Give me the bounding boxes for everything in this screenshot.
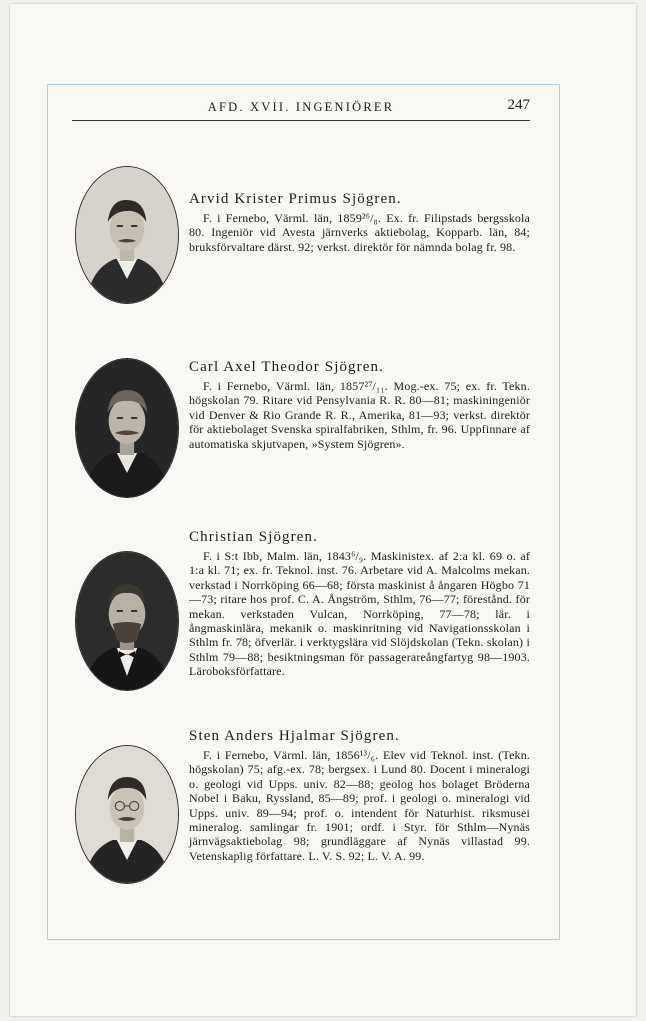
person-name: Arvid Krister Primus Sjögren. xyxy=(189,191,402,207)
person-name: Carl Axel Theodor Sjögren. xyxy=(189,359,384,375)
biography-text-block xyxy=(189,528,530,679)
running-header xyxy=(72,98,530,121)
biography-text: F. i Fernebo, Värml. län, 1857²⁷/₁₁. Mog.-ex. 75; ex. fr. Tekn. högskolan 79. Ritare vid Pensylvania R. R. 80—81; maskiningeniör vid Denver & Rio Grande R. R., Amerika, 81—93; verkst. direktör för aktiebolaget Svenska spiralfabriken, Sthlm, fr. 96. Uppfinnare af automatiska skjutvapen, »System Sjögren». xyxy=(189,379,530,451)
portrait-christian xyxy=(75,551,179,691)
page-number: 247 xyxy=(507,97,530,113)
biography-text: F. i Fernebo, Värml. län, 1859²⁶/₈. Ex. fr. Filipstads bergsskola 80. Ingeniör vid Avesta järnverks aktiebolag, Kopparb. län, 84; bruksförvaltare därst. 92; verkst. direktör för nämnda bolag fr. 98. xyxy=(189,211,530,254)
biography-text-block xyxy=(189,727,530,863)
biography-text-block xyxy=(189,190,530,254)
section-title: AFD. XVII. INGENIÖRER xyxy=(207,100,395,114)
biography-text: F. i Fernebo, Värml. län, 1856¹³/₆. Elev vid Teknol. inst. (Tekn. högskolan) 75; afg.-ex. 78; bergsex. i Lund 80. Docent i mineralogi o. geologi vid Upps. univ. 82—88; geolog hos bolaget Bröderna Nobel i Baku, Ryssland, 85—89; prof. i geologi o. mineralogi vid Upps. univ. 89—94; prof. o. intendent för Naturhist. riksmusei mineralog. samlingar fr. 1901; ordf. i Styr. för Sthlm—Nynäs järnvägsaktiebolag 98; grundläggare af Nynäs villastad 99. Vetenskaplig författare. L. V. S. 92; L. V. A. 99. xyxy=(189,748,530,863)
person-name: Christian Sjögren. xyxy=(189,529,318,545)
portrait-carl xyxy=(75,358,179,498)
portrait-sten xyxy=(75,745,179,884)
biography-text-block xyxy=(189,358,530,451)
biography-text: F. i S:t Ibb, Malm. län, 1843⁶/₉. Maskinistex. af 2:a kl. 69 o. af 1:a kl. 71; ex. fr. Teknol. inst. 76. Arbetare vid A. Malcolms mekan. verkstad i Norrköping 66—68; första maskinist å ångaren Högbo 71—73; ritare hos prof. C. A. Ångström, Sthlm, 76—77; förestånd. för mekan. verkstaden Vulcan, Norrköping, 77—78; lär. i ångmaskinlära, mekanik o. maskinritning vid Navigationsskolan i Sthlm fr. 78; öfverlär. i verktygslära vid Slöjdskolan (Tekn. skolan) i Sthlm 79—88; besiktningsman för passagerareångfartyg 98—1903. Läroboksförfattare. xyxy=(189,549,530,679)
portrait-arvid xyxy=(75,166,179,304)
person-name: Sten Anders Hjalmar Sjögren. xyxy=(189,728,400,744)
